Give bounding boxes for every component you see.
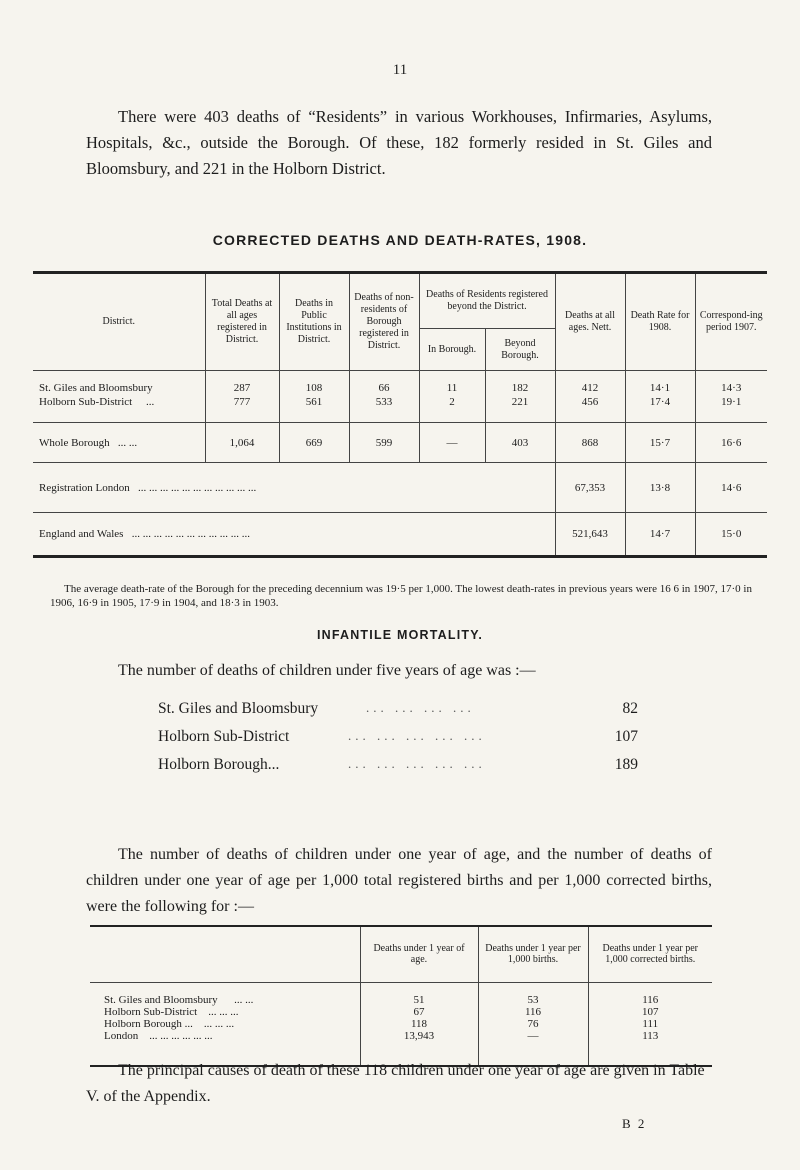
cell-b: 53	[478, 994, 588, 1006]
district-name: St. Giles and Bloomsbury	[39, 381, 153, 394]
cell-rate: 13·8	[625, 463, 695, 513]
district-name: Holborn Sub-District ...	[39, 395, 155, 408]
item-label: Holborn Borough...	[158, 756, 280, 773]
signature-mark: B 2	[622, 1116, 647, 1131]
cell-rate: 17·4	[625, 395, 695, 409]
cell-total: 1,064	[205, 423, 279, 463]
row-label: Registration London ... ... ... ... ... ... ... ... ... ... ...	[33, 463, 555, 513]
cell-in-borough: —	[419, 423, 485, 463]
cell-prev: 19·1	[695, 395, 767, 409]
hdr-in-borough: In Borough.	[419, 329, 485, 371]
cell-nett: 521,643	[555, 513, 625, 557]
cell-prev: 16·6	[695, 423, 767, 463]
whole-borough-row	[33, 423, 767, 463]
cell-c: 116	[588, 994, 712, 1006]
table-row	[90, 994, 712, 1006]
page-number: 11	[392, 62, 408, 78]
row-label: Holborn Borough ... ... ... ...	[104, 1018, 235, 1030]
cell-rate: 14·7	[625, 513, 695, 557]
cell-c: 113	[588, 1030, 712, 1042]
cell-public: 108	[279, 381, 349, 395]
corrected-deaths-table	[33, 271, 767, 558]
cell-a: 118	[360, 1018, 478, 1030]
hdr-nett: Deaths at all ages. Nett.	[555, 273, 625, 371]
leader-dots: ... ... ... ... ...	[348, 728, 486, 743]
item-value: 107	[614, 728, 638, 745]
cell-prev: 14·6	[695, 463, 767, 513]
hdr-district	[90, 926, 360, 982]
table-row	[33, 395, 767, 409]
under-five-intro: The number of deaths of children under five years of age was :—	[118, 662, 536, 679]
cell-rate: 15·7	[625, 423, 695, 463]
cell-in-borough: 11	[419, 381, 485, 395]
cell-public: 561	[279, 395, 349, 409]
cell-prev: 15·0	[695, 513, 767, 557]
item-label: Holborn Sub-District	[158, 728, 290, 745]
cell-nonres: 533	[349, 395, 419, 409]
leader-dots: ... ... ... ...	[366, 700, 475, 715]
hdr-public-institutions: Deaths in Public Institutions in District.	[279, 273, 349, 371]
hdr-non-residents: Deaths of non-residents of Borough registered in District.	[349, 273, 419, 371]
cell-nett: 456	[555, 395, 625, 409]
row-label: England and Wales ... ... ... ... ... ... ... ... ... ... ...	[33, 513, 555, 557]
table-row	[90, 1018, 712, 1030]
cell-c: 107	[588, 1006, 712, 1018]
cell-nonres: 599	[349, 423, 419, 463]
intro-paragraph: There were 403 deaths of “Residents” in various Workhouses, Infirmaries, Asylums, Hospitals, &c., outside the Borough. Of these, 182 formerly resided in St. Giles and Bloomsbury, and 221 in the Holborn District.	[86, 107, 712, 178]
registration-london-row	[33, 463, 767, 513]
cell-b: 116	[478, 1006, 588, 1018]
cell-nett: 412	[555, 381, 625, 395]
row-label: Holborn Sub-District ... ... ...	[104, 1006, 239, 1018]
england-wales-row	[33, 513, 767, 557]
hdr-per-1000-corrected: Deaths under 1 year per 1,000 corrected births.	[588, 926, 712, 982]
infantile-title: INFANTILE MORTALITY.	[316, 628, 484, 642]
cell-beyond: 403	[485, 423, 555, 463]
cell-nett: 868	[555, 423, 625, 463]
closing-paragraph: The principal causes of death of these 118 children under one year of age are given in Table V. of the Appendix.	[86, 1062, 705, 1105]
item-value: 82	[622, 700, 638, 717]
hdr-death-rate: Death Rate for 1908.	[625, 273, 695, 371]
cell-a: 51	[360, 994, 478, 1006]
hdr-residents-beyond: Deaths of Residents registered beyond the District.	[419, 273, 555, 329]
hdr-deaths-under-1: Deaths under 1 year of age.	[360, 926, 478, 982]
cell-in-borough: 2	[419, 395, 485, 409]
infant-deaths-table	[90, 925, 712, 1067]
leader-dots: ... ... ... ... ...	[348, 756, 486, 771]
row-label: St. Giles and Bloomsbury ... ...	[104, 994, 254, 1006]
hdr-per-1000-births: Deaths under 1 year per 1,000 births.	[478, 926, 588, 982]
cell-total: 287	[205, 381, 279, 395]
under-one-intro: The number of deaths of children under one year of age, and the number of deaths of children under one year of age per 1,000 total registered births and per 1,000 corrected births, were the following for :—	[86, 846, 712, 915]
cell-prev: 14·3	[695, 381, 767, 395]
item-label: St. Giles and Bloomsbury	[158, 700, 319, 717]
hdr-corresponding: Correspond-ing period 1907.	[695, 273, 767, 371]
cell-c: 111	[588, 1018, 712, 1030]
cell-a: 13,943	[360, 1030, 478, 1042]
table-row	[90, 1030, 712, 1042]
cell-nonres: 66	[349, 381, 419, 395]
cell-nett: 67,353	[555, 463, 625, 513]
item-value: 189	[614, 756, 638, 773]
hdr-beyond-borough: Beyond Borough.	[485, 329, 555, 371]
cell-public: 669	[279, 423, 349, 463]
average-note: The average death-rate of the Borough for the preceding decennium was 19·5 per 1,000. The lowest death-rates in previous years were 16 6 in 1907, 17·0 in 1906, 16·9 in 1905, 17·9 in 1904, and 18·3 in 1903.	[50, 583, 752, 609]
hdr-district: District.	[102, 316, 135, 327]
row-label: London ... ... ... ... ... ...	[104, 1030, 213, 1042]
table-row	[90, 1006, 712, 1018]
cell-b: —	[478, 1030, 588, 1042]
hdr-total-deaths: Total Deaths at all ages registered in District.	[205, 273, 279, 371]
cell-beyond: 182	[485, 381, 555, 395]
cell-total: 777	[205, 395, 279, 409]
cell-b: 76	[478, 1018, 588, 1030]
cell-a: 67	[360, 1006, 478, 1018]
cell-rate: 14·1	[625, 381, 695, 395]
table1-title: CORRECTED DEATHS AND DEATH-RATES, 1908.	[212, 232, 588, 248]
cell-beyond: 221	[485, 395, 555, 409]
district-name: Whole Borough ... ...	[33, 423, 205, 463]
table-row	[33, 381, 767, 395]
